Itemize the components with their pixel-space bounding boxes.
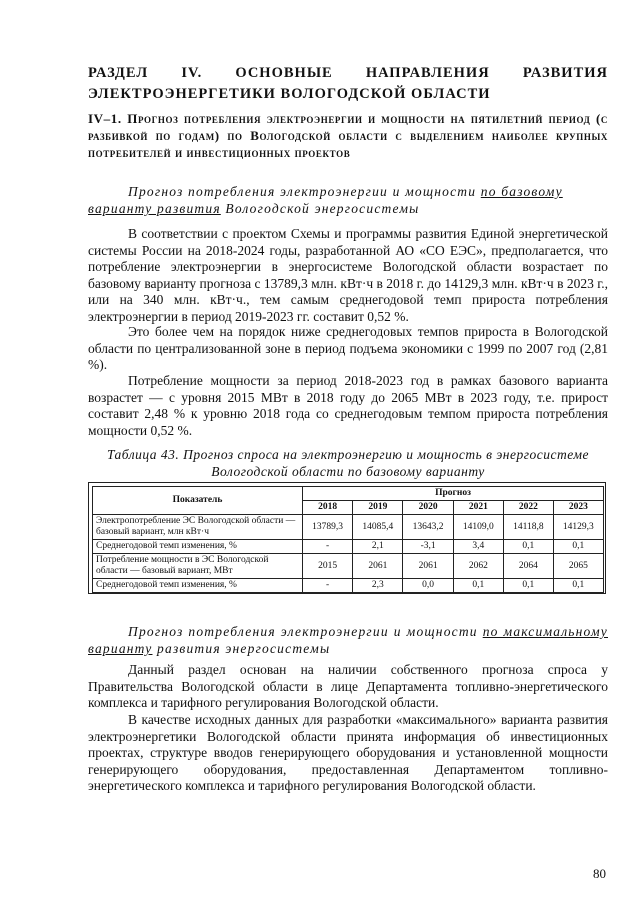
table-cell: - xyxy=(303,540,353,554)
max-heading-part3: развития энергосистемы xyxy=(152,641,331,656)
base-variant-heading xyxy=(88,183,608,217)
table-cell: 0,1 xyxy=(503,540,553,554)
base-heading-underlined: по базовому варианту развития xyxy=(88,184,563,216)
table-cell: -3,1 xyxy=(403,540,453,554)
row-label: Электропотребление ЭС Вологодской области — базовый вариант, млн кВт·ч xyxy=(93,515,303,540)
year-header: 2021 xyxy=(453,501,503,515)
table-cell: 13789,3 xyxy=(303,515,353,540)
year-header: 2019 xyxy=(353,501,403,515)
table-cell: 3,4 xyxy=(453,540,503,554)
paragraph-1: В соответствии с проектом Схемы и программы развития Единой энергетической системы России на 2018-2024 годы, разработанной АО «СО ЕЭС», предполагается, что потребление электроэнергии в энергосистеме Вологодской области возрастает по базовому варианту прогноза с 13789,3 млн. кВт·ч в 2018 г. до 14129,3 млн. кВт·ч в 2023 г., или на 340 млн. кВт·ч., тем самым среднегодовой темп прироста потребления электроэнергии в период 2019-2023 гг. составит 0,52 %. xyxy=(88,226,608,324)
table-caption xyxy=(88,446,608,480)
header-indicator: Показатель xyxy=(93,487,303,515)
table-cell: 2061 xyxy=(353,554,403,579)
max-variant-heading xyxy=(88,623,608,657)
table-row xyxy=(93,540,604,554)
table-cell: 0,1 xyxy=(503,579,553,593)
table-cell: 2064 xyxy=(503,554,553,579)
row-label: Потребление мощности в ЭС Вологодской области — базовый вариант, МВт xyxy=(93,554,303,579)
section-title-line-1: РАЗДЕЛ IV. ОСНОВНЫЕ НАПРАВЛЕНИЯ РАЗВИТИЯ xyxy=(88,65,608,81)
table-cell: 2,3 xyxy=(353,579,403,593)
table-cell: 0,1 xyxy=(553,540,603,554)
table-row xyxy=(93,554,604,579)
paragraph-4: Данный раздел основан на наличии собственного прогноза спроса у Правительства Вологодской области в лице Департамента топливно-энергетического комплекса и тарифного регулирования Вологодской области. xyxy=(88,662,608,711)
table-cell: - xyxy=(303,579,353,593)
table-cell: 14085,4 xyxy=(353,515,403,540)
row-label: Среднегодовой темп изменения, % xyxy=(93,540,303,554)
base-heading-part3: Вологодской энергосистемы xyxy=(220,201,420,216)
table-caption-line-2: Вологодской области по базовому варианту xyxy=(211,464,485,479)
paragraph-2: Это более чем на порядок ниже среднегодовых темпов прироста в Вологодской области по централизованной зоне в период подъема экономики с 1999 по 2007 год (2,81 %). xyxy=(88,324,608,373)
table-body xyxy=(93,515,604,593)
max-heading-underlined: по максимальному варианту xyxy=(88,624,608,656)
table-cell: 0,1 xyxy=(453,579,503,593)
table-cell: 2061 xyxy=(403,554,453,579)
year-header: 2023 xyxy=(553,501,603,515)
paragraph-5: В качестве исходных данных для разработки «максимального» варианта развития электроэнергетики Вологодской области принята информация об инвестиционных проектах, структуре вводов генерирующего оборудования и установленной мощности генерирующего оборудования, предоставленная Департаментом топливно-энергетического комплекса и тарифного регулирования Вологодской области. xyxy=(88,712,608,794)
forecast-table xyxy=(92,486,604,593)
base-heading-part1: Прогноз потребления электроэнергии и мощности xyxy=(128,184,481,199)
section-title-line-2: ЭЛЕКТРОЭНЕРГЕТИКИ ВОЛОГОДСКОЙ ОБЛАСТИ xyxy=(88,86,491,102)
table-cell: 2065 xyxy=(553,554,603,579)
table-cell: 13643,2 xyxy=(403,515,453,540)
table-row xyxy=(93,515,604,540)
table-cell: 2015 xyxy=(303,554,353,579)
table-cell: 14129,3 xyxy=(553,515,603,540)
page-number: 80 xyxy=(593,866,606,881)
header-forecast: Прогноз xyxy=(303,487,604,501)
subsection-title: IV–1. Прогноз потребления электроэнергии и мощности на пятилетний период (с разбивкой по годам) по Вологодской области с выделением наиболее крупных потребителей и инвестиционных проектов xyxy=(88,111,608,160)
year-header: 2022 xyxy=(503,501,553,515)
table-cell: 2,1 xyxy=(353,540,403,554)
table-caption-line-1: Таблица 43. Прогноз спроса на электроэнергию и мощность в энергосистеме xyxy=(106,447,590,462)
table-row xyxy=(93,579,604,593)
year-header: 2018 xyxy=(303,501,353,515)
table-cell: 14109,0 xyxy=(453,515,503,540)
section-title xyxy=(88,63,608,105)
table-cell: 14118,8 xyxy=(503,515,553,540)
max-heading-part1: Прогноз потребления электроэнергии и мощности xyxy=(128,624,483,639)
table-cell: 0,0 xyxy=(403,579,453,593)
table-cell: 2062 xyxy=(453,554,503,579)
row-label: Среднегодовой темп изменения, % xyxy=(93,579,303,593)
year-header: 2020 xyxy=(403,501,453,515)
paragraph-3: Потребление мощности за период 2018-2023 год в рамках базового варианта возрастет — с уровня 2015 МВт в 2018 году до 2065 МВт в 2023 году, т.е. прирост составит 2,48 % к уровню 2018 года со среднегодовым темпом прироста потребления мощности 0,52 %. xyxy=(88,373,608,438)
table-cell: 0,1 xyxy=(553,579,603,593)
